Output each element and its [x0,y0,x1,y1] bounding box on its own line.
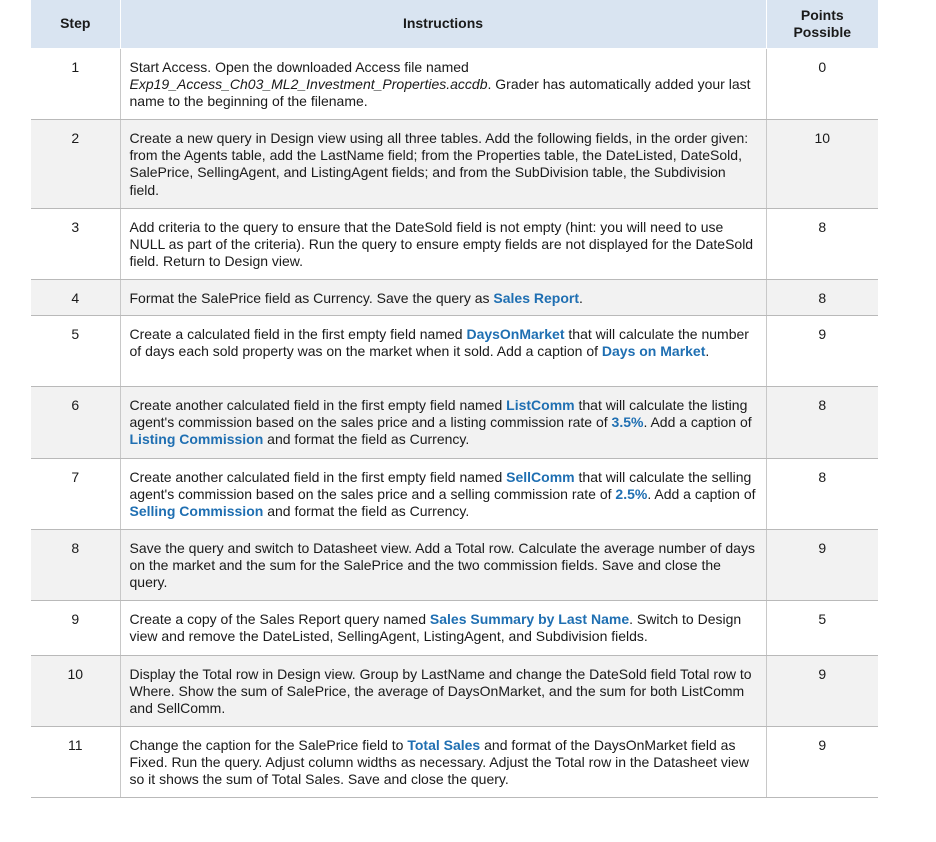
table-row [31,279,878,315]
table-body [31,48,878,797]
points-value: 0 [766,48,878,119]
step-number: 8 [31,529,120,600]
table-row [31,600,878,655]
keyword-highlight: Selling Commission [129,503,264,520]
keyword-highlight: Days on Market [601,342,706,359]
table-row [31,119,878,208]
keyword-highlight: ListComm [506,396,575,413]
instructions-table [31,0,878,798]
table-row [31,386,878,458]
points-value: 8 [766,386,878,458]
step-number: 11 [31,726,120,797]
table-row [31,529,878,600]
keyword-highlight: SellComm [506,468,575,485]
header-row [31,0,878,48]
keyword-highlight: 2.5% [615,485,648,502]
instruction-text [120,119,766,208]
table-row [31,208,878,279]
instruction-segment: Change the caption for the SalePrice field to [129,736,408,753]
instruction-segment: Create a calculated field in the first empty field named [129,325,467,342]
filename-text: Exp19_Access_Ch03_ML2_Investment_Properties.accdb [129,75,488,92]
instruction-text [120,315,766,386]
keyword-highlight: Sales Summary by Last Name [429,610,630,627]
step-number: 6 [31,386,120,458]
instruction-segment: Create another calculated field in the first empty field named [129,396,507,413]
points-value: 5 [766,600,878,655]
instruction-segment: Create a copy of the Sales Report query named [129,610,430,627]
table-row [31,48,878,119]
table-row [31,458,878,529]
instruction-segment: . Grader has automatically added your last name to the beginning of the filename. [129,75,751,110]
instruction-segment: that will calculate the listing agent's commission based on the sales price and a listing commission rate of [129,396,748,430]
instruction-text [120,655,766,726]
step-number: 1 [31,48,120,119]
table-row [31,726,878,797]
instruction-text [120,529,766,600]
instruction-text [120,208,766,279]
instruction-segment: Save the query and switch to Datasheet view. Add a Total row. Calculate the average number of days on the market and the sum for the SalePrice and the two commission fields. Save and close the query. [129,539,755,591]
instruction-segment: . [705,342,710,359]
points-value: 9 [766,315,878,386]
header-step: Step [31,0,120,48]
instruction-segment: Create a new query in Design view using all three tables. Add the following fields, in the order given: from the Agents table, add the LastName field; from the Properties table, the DateListed, DateSold, SalePrice, SellingAgent, and ListingAgent fields; and from the SubDivision table, the Subdivision field. [129,129,749,198]
keyword-highlight: Sales Report [493,289,579,306]
instruction-segment: and format the field as Currency. [263,503,470,520]
instruction-segment: and format of the DaysOnMarket field as Fixed. Run the query. Adjust column widths as necessary. Adjust the Total row in the Datasheet view so it shows the sum of Total Sales. Save and close the query. [129,736,749,788]
table-row [31,655,878,726]
points-value: 8 [766,279,878,315]
points-value: 8 [766,208,878,279]
header-instructions: Instructions [120,0,766,48]
instruction-segment: Create another calculated field in the first empty field named [129,468,507,485]
keyword-highlight: 3.5% [611,413,644,430]
points-value: 8 [766,458,878,529]
instruction-segment: Display the Total row in Design view. Group by LastName and change the DateSold field Total row to Where. Show the sum of SalePrice, the average of DaysOnMarket, and the sum for both ListComm and SellComm. [129,665,752,717]
header-points: Points Possible [766,0,878,48]
keyword-highlight: DaysOnMarket [466,325,565,342]
keyword-highlight: Total Sales [407,736,481,753]
instruction-segment: . Add a caption of [643,413,752,430]
instruction-text [120,600,766,655]
instruction-text [120,726,766,797]
step-number: 9 [31,600,120,655]
instruction-segment: . Switch to Design view and remove the DateListed, SellingAgent, ListingAgent, and Subdivision fields. [129,610,742,644]
keyword-highlight: Listing Commission [129,431,264,448]
instruction-segment: Format the SalePrice field as Currency. Save the query as [129,289,494,306]
points-value: 9 [766,726,878,797]
points-value: 10 [766,119,878,208]
instruction-segment: . Add a caption of [647,485,756,502]
instruction-segment: . [579,289,583,306]
instruction-text [120,279,766,315]
table-row [31,315,878,386]
instruction-segment: Start Access. Open the downloaded Access file named [129,58,469,75]
instruction-text [120,458,766,529]
step-number: 4 [31,279,120,315]
step-number: 7 [31,458,120,529]
step-number: 10 [31,655,120,726]
instruction-text [120,48,766,119]
instruction-text [120,386,766,458]
instruction-segment: that will calculate the number of days each sold property was on the market when it sold. Add a caption of [129,325,749,359]
table-header [31,0,878,48]
instruction-segment: and format the field as Currency. [263,431,470,448]
step-number: 3 [31,208,120,279]
points-value: 9 [766,529,878,600]
instruction-segment: Add criteria to the query to ensure that the DateSold field is not empty (hint: you will need to use NULL as part of the criteria). Run the query to ensure empty fields are not displayed for the DateSold field. Return to Design view. [129,218,754,270]
points-value: 9 [766,655,878,726]
step-number: 5 [31,315,120,386]
step-number: 2 [31,119,120,208]
instruction-segment: that will calculate the selling agent's commission based on the sales price and a selling commission rate of [129,468,752,502]
